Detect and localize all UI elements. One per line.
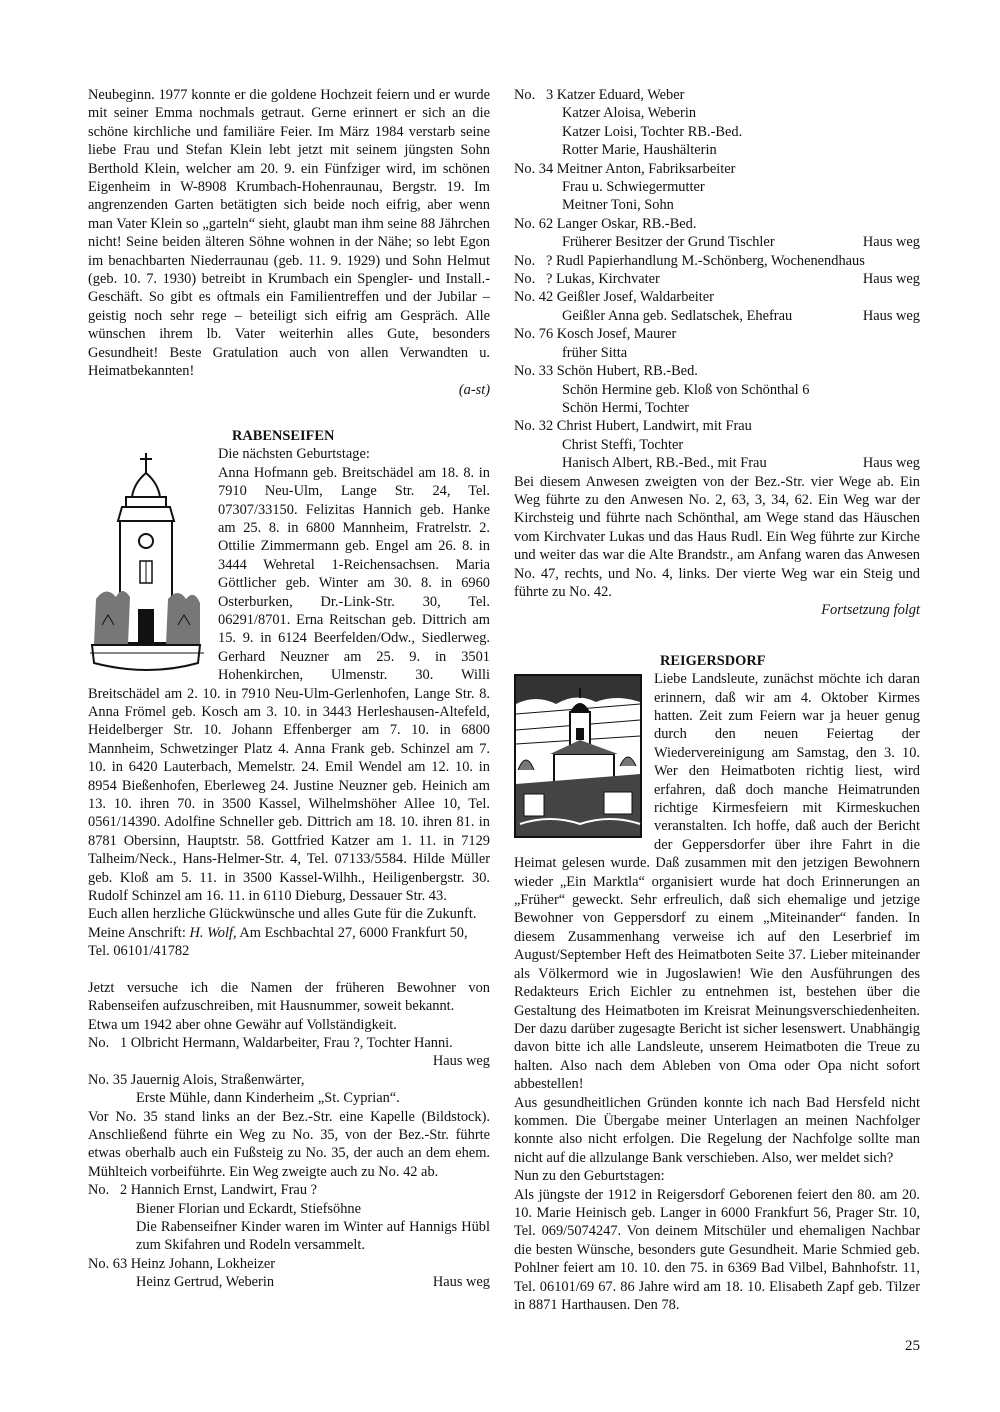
address-name: H. Wolf, xyxy=(189,924,237,941)
reigersdorf-article: Liebe Landsleute, zunächst möchte ich daran erinnern, daß wir am 4. Oktober Kirmes hatten. Zeit zum Feiern war ja heuer genug durch den neuen Feiertag der Wiedervereinigung am Samstag, den 3. 10. Wer den Heimatboten richtig liest, wird erfahren, daß doch manche Heimatrunden richtige Kirmesfeiern mit Kirmeskuchen veranstalten. Ich hoffe, daß auch der Bericht der Geppersdorfer über ihre Fahrt in die Heimat gelesen wurde. Daß zusammen mit den jetzigen Bewohnern wieder „Ein Marktla“ organisiert wurde hat doch Erinnerungen an „Früher“ geweckt. Sehr erfreulich, daß sich ehemalige und jetzige Bewohner von Geppersdorf zu einem „Miteinander“ fanden. In diesem Zusammenhang verweise ich auf den Leserbrief im August/September Heft des Heimatboten Seite 37. Lieber miteinander als Völkermord wie in Jugoslawien! Wie den Ausführungen des Redakteurs Erich Eichler zu entnehmen ist, bestehen über die Gestaltung des Heimatboten im Kreisrat Meinungsverschiedenheiten. Der dazu darüber zugesagte Bericht ist sicher lesenswert. Unabhängig davon bitte ich alle Landsleute, unserem Heimatboten die Treue zu halten. Also nach dem Ableben von Oma oder Opa nicht sofort abbestellen! xyxy=(514,671,920,1093)
left-column xyxy=(88,86,490,1292)
resident-no42: No. 42 Geißler Josef, Waldarbeiter xyxy=(514,289,714,306)
resident-rudl: No. ? Rudl Papierhandlung M.-Schönberg, Wochenendhaus xyxy=(514,252,865,269)
resident-no34-c: Meitner Toni, Sohn xyxy=(562,197,674,214)
address-label: Meine Anschrift: xyxy=(88,924,186,941)
village-drawing xyxy=(514,674,642,838)
resident-no76: No. 76 Kosch Josef, Maurer xyxy=(514,326,677,343)
wege-text: Bei diesem Anwesen zweigten von der Bez.-Str. vier Wege ab. Ein Weg führte zu den Anwesen No. 2, 63, 3, 34, 62. Ein Weg war der Kirchsteig und führte nach Schönthal, am Wege stand das Häuschen vom Kirchvater Lukas und das Haus Rudl. Ein Weg führte zur Kirche und weiter das war die Alte Brandstr., am Anfang waren das Anwesen No. 47, rechts, und No. 4, links. Der vierte Weg war ein Steig und führte zu No. 42. xyxy=(514,473,920,600)
resident-no35-detail: Erste Mühle, dann Kinderheim „St. Cyprian“. xyxy=(136,1090,400,1107)
names-intro: Jetzt versuche ich die Namen der früheren Bewohner von Rabenseifen aufzuschreiben, mit Hausnummer, soweit bekannt. xyxy=(88,979,490,1015)
reigersdorf-births-intro: Nun zu den Geburtstagen: xyxy=(514,1168,665,1185)
klein-sign-line xyxy=(88,381,490,399)
reigersdorf-births: Als jüngste der 1912 in Reigersdorf Geborenen feiert den 80. am 20. 10. Marie Heinisch geb. Langer in 6000 Frankfurt 56, Prager Str. 10, Tel. 069/5074247. Von deinem Mitschüler und ehemaligen Nachbar die besten Wünsche, besonders gute Gesundheit. Marie Schmied geb. Pohlner feiert am 10. 10. den 75. in 6369 Bad Vilbel, Bahnhofstr. 11, Tel. 06101/69 67. 86 Jahre wird am 18. 10. Elisabeth Zapf geb. Tilzer in 8871 Harthausen. Den 78. xyxy=(514,1186,920,1313)
section-title-rabenseifen: RABENSEIFEN xyxy=(232,427,335,444)
resident-no62-b: Früherer Besitzer der Grund Tischler Haus weg xyxy=(562,234,920,251)
resident-no63-b: Heinz Gertrud, Weberin Haus weg xyxy=(136,1274,490,1291)
resident-no34-b: Frau u. Schwiegermutter xyxy=(562,179,705,196)
rabenseifen-intro: Die nächsten Geburtstage: xyxy=(218,446,370,463)
section-title-reigersdorf: REIGERSDORF xyxy=(660,652,766,669)
continued-line xyxy=(514,601,920,619)
rabenseifen-birthdays: Anna Hofmann geb. Breitschädel am 18. 8. in 7910 Neu-Ulm, Lange Str. 24, Tel. 07307/33150. Felizitas Hannich geb. Hanke am 25. 8. in 6800 Mannheim, Fratrelstr. 2. Ottilie Zimmermann geb. Engel am 26. 8. in 3444 Wehretal 1-Reichensachsen. Maria Göttlicher geb. Winter am 30. 8. in 6960 Osterburken, Dr.-Link-Str. 30, Tel. 06291/8701. Erna Reitschan geb. Dittrich am 15. 9. in 6124 Beerfelden/Odw., Siedlerweg. Gerhard Neuzner am 25. 9. in 3501 Hohenkirchen, Ulmenstr. 30. Willi Breitschädel am 2. 10. in 7910 Neu-Ulm-Gerlenhofen, Lange Str. 8. Anna Frömel geb. Kosch am 3. 10. in 3443 Herleshausen-Altefeld, Heidelberger Str. 10. Johann Effenberger am 7. 10. in 6800 Mannheim, Schwetzinger Platz 4. Anna Frank geb. Schinzel am 7. 10. in 6420 Lauterbach, Memelstr. 24. Emil Wendel am 12. 10. in 8954 Bießenhofen, Eberleweg 24. Justine Neuzner geb. Heinich am 13. 10. ihren 70. in 3500 Kassel, Wilhelmshöher Allee 10, Tel. 0561/14390. Adolfine Schneller geb. Dittrich am 18. 10. ihren 81. in 8781 Obersinn, Hauptstr. 58. Gottfried Katzer am 1. 11. in 7129 Talheim/Neck., Hans-Helmer-Str. 4, Tel. 07133/5584. Hilde Müller geb. Kloß am 5. 11. in 3500 Kassel-Wilhh., Heiligenbergstr. 30. Rudolf Schinzel am 16. 11. in 6110 Dieburg, Dessauer Str. 43. xyxy=(88,464,490,905)
fortsetzung: Fortsetzung folgt xyxy=(821,602,920,619)
resident-no2-c: Die Rabenseifner Kinder waren im Winter auf Hannigs Hübl zum Skifahren und Rodeln versammelt. xyxy=(136,1218,490,1254)
resident-lukas: No. ? Lukas, Kirchvater Haus weg xyxy=(514,271,920,288)
address-rest: Am Eschbachtal 27, 6000 Frankfurt 50, Tel. 06101/41782 xyxy=(88,924,468,960)
resident-no3-c: Katzer Loisi, Tochter RB.-Bed. xyxy=(562,123,743,140)
reigersdorf-health: Aus gesundheitlichen Gründen konnte ich nach Bad Hersfeld nicht kommen. Die Übergabe meiner Unterlagen an meinen Nachfolger konnte also nicht erfolgen. Die Regelung der Nachfolge sollte man nicht auf die allzulange Bank verschieben. Also, wer meldet sich? xyxy=(514,1094,920,1166)
resident-no63: No. 63 Heinz Johann, Lokheizer xyxy=(88,1255,276,1272)
resident-no33-c: Schön Hermi, Tochter xyxy=(562,399,690,416)
author-sign: (a-st) xyxy=(458,381,490,398)
resident-no1: No. 1 Olbricht Hermann, Waldarbeiter, Frau ?, Tochter Hanni. xyxy=(88,1034,453,1051)
kapelle-text: Vor No. 35 stand links an der Bez.-Str. eine Kapelle (Bildstock). Anschließend führte ein Weg zu No. 35, von der Bez.-Str. führte etwas oberhalb auch ein Fußsteig zu No. 35, der auch an dem ehem. Mühlteich vorbeiführte. Ein Weg zweigte auch zu No. 42 ab. xyxy=(88,1108,490,1180)
resident-no2-b: Biener Florian und Eckardt, Stiefsöhne xyxy=(136,1200,362,1217)
resident-no62: No. 62 Langer Oskar, RB.-Bed. xyxy=(514,215,697,232)
resident-no35: No. 35 Jauernig Alois, Straßenwärter, xyxy=(88,1071,305,1088)
klein-article: Neubeginn. 1977 konnte er die goldene Hochzeit feiern und er wurde mit seiner Emma nochmals getraut. Gerne erinnert er sich an die schöne kirchliche und familiäre Feier. Im März 1984 verstarb seine liebe Frau und Stefan Klein lebt jetzt mit seinem jüngsten Sohn Berthold Klein, welcher am 20. 9. ein Fünfziger wird, im schönen Eigenheim in W-8908 Krumbach-Hohenraunau, Bergstr. 19. Im angrenzenden Garten betätigten sich beide noch eifrig, aber wenn man Vater Klein so „garteln“ sieht, glaubt man ihm seine 88 Jährchen nicht! Seine beiden älteren Söhne wohnen in der Nähe; so lebt Egon im benachbarten Niederraunau (geb. 11. 9. 1929) und Sohn Helmut (geb. 10. 7. 1930) betreibt in Krumbach ein Spengler- und Install.-Geschäft. So gibt es oftmals ein Familientreffen und der Jubilar – geistig noch sehr rege – beteiligt sich eifrig am Gespräch. Alle wünschen ihrem lb. Vater weiterhin alles Gute, besonders Gesundheit! Beste Gratulation auch von allen Verwandten u. Heimatbekannten! xyxy=(88,87,490,380)
resident-no32-b: Christ Steffi, Tochter xyxy=(562,436,684,453)
resident-no33-b: Schön Hermine geb. Kloß von Schönthal 6 xyxy=(562,381,810,398)
resident-no32: No. 32 Christ Hubert, Landwirt, mit Frau xyxy=(514,418,752,435)
resident-no76-b: früher Sitta xyxy=(562,344,628,361)
resident-no34: No. 34 Meitner Anton, Fabriksarbeiter xyxy=(514,160,736,177)
page-number: 25 xyxy=(905,1338,920,1354)
resident-no32-c: Hanisch Albert, RB.-Bed., mit Frau Haus weg xyxy=(562,455,920,472)
resident-no3-b: Katzer Aloisa, Weberin xyxy=(562,105,697,122)
resident-no3: No. 3 Katzer Eduard, Weber xyxy=(514,87,685,103)
resident-no1-note: Haus weg xyxy=(432,1053,490,1070)
resident-no3-d: Rotter Marie, Haushälterin xyxy=(562,142,717,159)
right-column xyxy=(514,86,920,1314)
rabenseifen-wishes: Euch allen herzliche Glückwünsche und alles Gute für die Zukunft. xyxy=(88,906,477,923)
resident-no33: No. 33 Schön Hubert, RB.-Bed. xyxy=(514,363,698,380)
resident-no42-b: Geißler Anna geb. Sedlatschek, Ehefrau Haus weg xyxy=(562,307,920,324)
church-drawing xyxy=(88,449,206,677)
names-1942: Etwa um 1942 aber ohne Gewähr auf Vollständigkeit. xyxy=(88,1016,397,1033)
rabenseifen-address xyxy=(88,924,490,961)
resident-no2: No. 2 Hannich Ernst, Landwirt, Frau ? xyxy=(88,1182,317,1199)
